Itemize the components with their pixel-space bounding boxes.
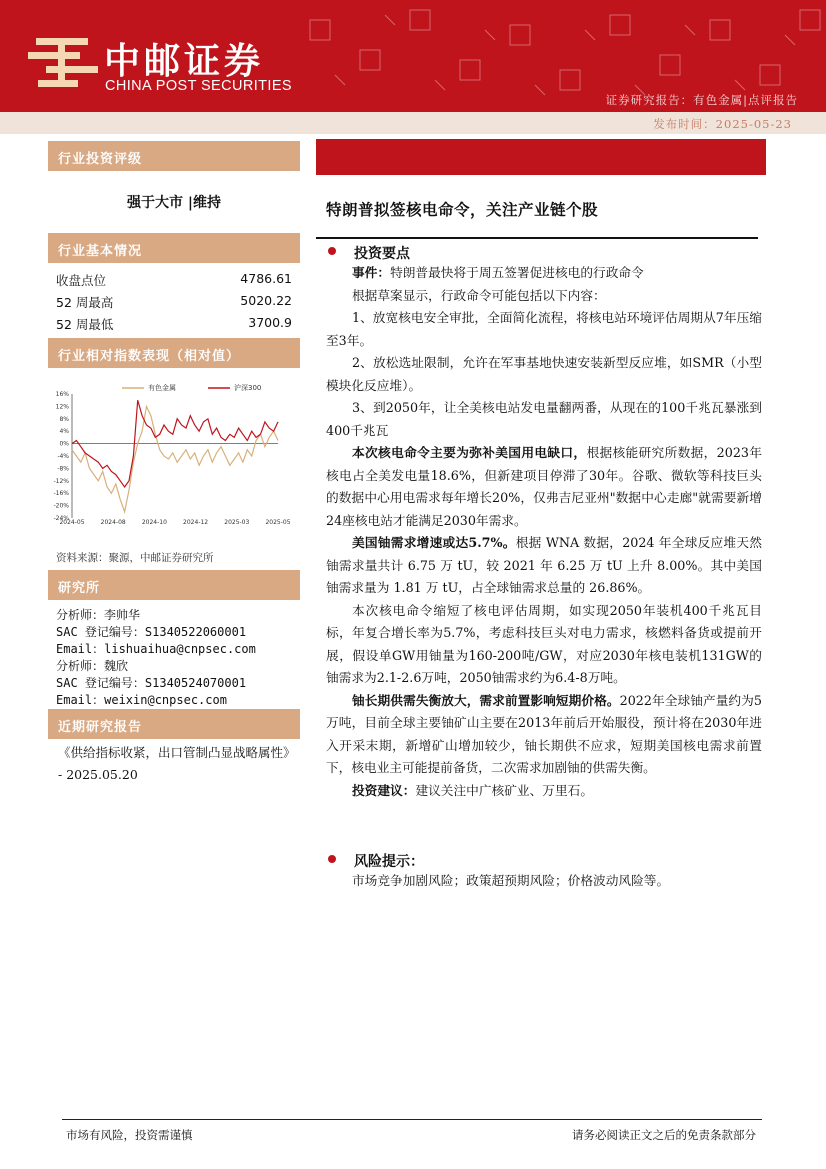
p6-bold: 美国铀需求增速或达5.7%。	[352, 535, 516, 550]
footer-right: 请务必阅读正文之后的免责条款部分	[572, 1128, 756, 1142]
china-post-logo	[28, 32, 98, 92]
chart-source: 资料来源：聚源，中邮证券研究所	[56, 552, 214, 564]
x-tick-label: 2024-10	[141, 519, 167, 526]
p5-text: 根据核能研究所数据，2023年核电占全美发电量18.6%，但新建项目停滞了30年。谷歌、微软等科技巨头的数据中心用电需求每年增长20%，仅弗吉尼亚州"数据中心走廊"就需要新增24座核电站才能满足2030年需求。	[326, 445, 762, 528]
row-value: 5020.22	[240, 293, 292, 308]
paragraph-2: 1、放宽核电安全审批，全面简化流程，将核电站环境评估周期从7年压缩至3年。	[326, 310, 762, 348]
paragraph-3: 2、放松选址限制，允许在军事基地快速安装新型反应堆，如SMR（小型模块化反应堆）。	[326, 355, 762, 393]
row-value: 4786.61	[240, 271, 292, 286]
footer-left: 市场有风险，投资需谨慎	[66, 1128, 193, 1142]
legend-label-2: 沪深300	[234, 384, 262, 392]
p9-bold: 投资建议：	[352, 782, 416, 798]
p9-text: 建议关注中广核矿业、万里石。	[415, 782, 594, 798]
recent-report-link[interactable]: 《供给指标收紧，出口管制凸显战略属性》 - 2025.05.20	[58, 745, 296, 782]
report-title: 特朗普拟签核电命令，关注产业链个股	[326, 200, 599, 219]
y-tick-label: 4%	[59, 428, 69, 436]
paragraph-7: 本次核电命令缩短了核电评估周期，如实现2050年装机400千兆瓦目标，年复合增长率为5.7%，考虑科技巨头对电力需求，核燃料备货或提前开展，假设单GW用铀量为160-200吨/GW，对应2030年核电装机131GW的铀需求为2.1-2.6万吨，2050铀需求约为6.4-8万吨。	[326, 602, 762, 685]
risk-body	[326, 870, 762, 893]
recent-reports-heading: 近期研究报告	[48, 709, 300, 739]
paragraph-4: 3、到2050年，让全美核电站发电量翻两番，从现在的100千兆瓦暴涨到400千兆瓦	[326, 400, 762, 438]
p6-text: 根据 WNA 数据，2024 年全球反应堆天然铀需求量共计 6.75 万 tU，较 2021 年 6.25 万 tU 上升 8.00%。其中美国铀需求量为 1.81 万 tU，占全球铀需求总量的 26.86%。	[326, 535, 762, 595]
analyst-1-sac: SAC 登记编号：S1340522060001	[56, 625, 247, 639]
p5-bold: 本次核电命令主要为弥补美国用电缺口，	[352, 445, 587, 460]
rating-heading: 行业投资评级	[48, 141, 300, 171]
relative-index-chart	[48, 372, 300, 542]
analyst-2-name: 分析师：魏欣	[56, 659, 129, 673]
y-tick-label: -8%	[57, 465, 69, 473]
key-points-heading: 投资要点	[328, 243, 410, 263]
title-accent-bar	[316, 139, 766, 175]
analyst-1-name: 分析师：李帅华	[56, 608, 141, 622]
y-tick-label: 16%	[55, 391, 69, 398]
risk-heading: 风险提示：	[328, 851, 424, 871]
y-tick-label: -20%	[53, 502, 69, 510]
y-tick-label: -4%	[57, 453, 69, 460]
row-label: 52 周最低	[56, 317, 114, 332]
event-label: 事件：	[352, 265, 391, 280]
basic-row-low	[56, 315, 292, 333]
analyst-1-email[interactable]: Email：lishuaihua@cnpsec.com	[56, 642, 256, 656]
x-tick-label: 2025-03	[224, 519, 250, 526]
y-tick-label: 12%	[55, 403, 69, 411]
x-tick-label: 2024-08	[100, 519, 126, 526]
basic-row-close	[56, 271, 292, 289]
row-label: 收盘点位	[56, 273, 107, 288]
y-tick-label: -16%	[53, 490, 69, 498]
event-text: 特朗普最快将于周五签署促进核电的行政命令	[390, 265, 644, 280]
p8-text: 2022年全球铀产量约为5万吨，目前全球主要铀矿山主要在2013年前后开始服役，预计将在2030年进入开采末期，新增矿山增加较少，铀长期供不应求，短期美国核电需求前置下，核电业主可能提前备货，二次需求加剧铀的供需失衡。	[326, 692, 762, 775]
analyst-2-sac: SAC 登记编号：S1340524070001	[56, 676, 247, 690]
paragraph-1: 根据草案显示，行政命令可能包括以下内容：	[352, 287, 606, 303]
row-label: 52 周最高	[56, 295, 114, 310]
y-tick-label: 8%	[59, 415, 69, 423]
series-line-1	[72, 406, 278, 511]
header-banner	[0, 0, 826, 112]
footer-rule	[62, 1119, 762, 1120]
research-heading: 研究所	[48, 570, 300, 600]
row-value: 3700.9	[248, 315, 292, 330]
x-tick-label: 2025-05	[265, 519, 291, 526]
chart-svg	[48, 372, 300, 542]
title-rule	[316, 237, 758, 239]
performance-heading: 行业相对指数表现（相对值）	[48, 338, 300, 368]
basic-info-heading: 行业基本情况	[48, 233, 300, 263]
y-tick-label: 0%	[59, 440, 69, 448]
risk-text: 市场竞争加剧风险；政策超预期风险；价格波动风险等。	[352, 873, 670, 888]
brand-name-cn: 中邮证券	[104, 41, 265, 82]
y-tick-label: -24%	[53, 515, 69, 522]
p8-bold: 铀长期供需失衡放大，需求前置影响短期价格。	[352, 692, 620, 708]
x-tick-label: 2024-12	[183, 519, 209, 526]
brand-name-en: CHINA POST SECURITIES	[105, 78, 293, 94]
y-tick-label: -12%	[53, 477, 69, 485]
industry-rating: 强于大市 |维持	[127, 195, 221, 211]
analyst-2-email[interactable]: Email：weixin@cnpsec.com	[56, 693, 227, 707]
x-tick-label: 2024-05	[59, 519, 85, 526]
legend-label-1: 有色金属	[148, 384, 176, 392]
publish-date: 发布时间：2025-05-23	[653, 117, 792, 131]
report-body	[326, 262, 762, 802]
basic-row-high	[56, 293, 292, 311]
report-type: 证券研究报告：有色金属|点评报告	[605, 93, 798, 107]
